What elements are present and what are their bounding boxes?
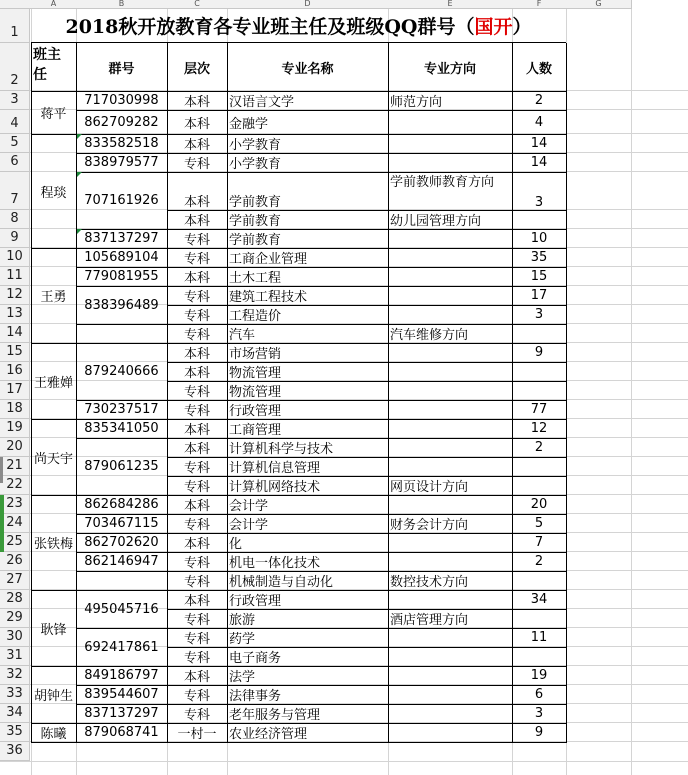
column-header-D[interactable]: D [227, 0, 389, 9]
count-cell[interactable]: 14 [512, 134, 567, 154]
direction-cell[interactable]: 汽车维修方向 [388, 324, 513, 344]
count-cell[interactable]: 3 [512, 172, 567, 211]
level-cell[interactable]: 专科 [167, 628, 228, 648]
group-number-cell[interactable]: 707161926 [76, 172, 168, 230]
level-cell[interactable]: 本科 [167, 267, 228, 287]
count-cell[interactable]: 12 [512, 419, 567, 439]
direction-cell[interactable] [388, 362, 513, 382]
level-cell[interactable]: 专科 [167, 381, 228, 401]
level-cell[interactable]: 专科 [167, 514, 228, 534]
major-cell[interactable]: 旅游 [227, 609, 389, 629]
count-cell[interactable]: 5 [512, 514, 567, 534]
direction-cell[interactable]: 师范方向 [388, 91, 513, 111]
row-header-9[interactable]: 9 [0, 229, 30, 248]
row-header-4[interactable]: 4 [0, 110, 30, 134]
count-cell[interactable]: 11 [512, 628, 567, 648]
major-cell[interactable]: 机械制造与自动化 [227, 571, 389, 591]
direction-cell[interactable] [388, 381, 513, 401]
group-number-cell[interactable]: 849186797 [76, 666, 168, 686]
level-cell[interactable]: 专科 [167, 704, 228, 724]
level-cell[interactable]: 专科 [167, 457, 228, 477]
gridline-horizontal [0, 761, 688, 762]
row-header-7[interactable]: 7 [0, 172, 30, 210]
group-number-cell[interactable]: 703467115 [76, 514, 168, 534]
row-header-26[interactable]: 26 [0, 552, 30, 571]
level-cell[interactable]: 专科 [167, 552, 228, 572]
group-number-cell[interactable]: 862709282 [76, 110, 168, 135]
direction-cell[interactable] [388, 438, 513, 458]
group-number-cell[interactable]: 837137297 [76, 229, 168, 249]
row-header-25[interactable]: 25 [0, 533, 30, 552]
level-cell[interactable]: 专科 [167, 476, 228, 496]
count-cell[interactable]: 6 [512, 685, 567, 705]
count-cell[interactable]: 9 [512, 723, 567, 743]
teacher-cell[interactable]: 张铁梅 [31, 495, 77, 591]
header-group[interactable]: 群号 [76, 43, 168, 92]
major-cell[interactable]: 行政管理 [227, 400, 389, 420]
comment-indicator-icon [77, 172, 82, 177]
row-header-23[interactable]: 23 [0, 495, 30, 514]
count-cell[interactable]: 14 [512, 153, 567, 173]
direction-cell[interactable]: 学前教师教育方向 [388, 172, 513, 211]
row-header-10[interactable]: 10 [0, 248, 30, 267]
major-cell[interactable]: 电子商务 [227, 647, 389, 667]
level-cell[interactable]: 本科 [167, 110, 228, 135]
count-cell[interactable]: 4 [512, 110, 567, 135]
group-number-cell[interactable]: 862702620 [76, 533, 168, 553]
major-cell[interactable]: 行政管理 [227, 590, 389, 610]
major-cell[interactable]: 计算机科学与技术 [227, 438, 389, 458]
level-cell[interactable]: 专科 [167, 609, 228, 629]
level-cell[interactable]: 本科 [167, 91, 228, 111]
select-all-corner[interactable] [0, 0, 32, 9]
major-cell[interactable]: 机电一体化技术 [227, 552, 389, 572]
direction-cell[interactable] [388, 552, 513, 572]
count-cell[interactable]: 35 [512, 248, 567, 268]
row-header-32[interactable]: 32 [0, 666, 30, 685]
level-cell[interactable]: 专科 [167, 305, 228, 325]
teacher-cell[interactable]: 尚天宇 [31, 419, 77, 496]
row-header-11[interactable]: 11 [0, 267, 30, 286]
row-header-31[interactable]: 31 [0, 647, 30, 666]
major-cell[interactable]: 法学 [227, 666, 389, 686]
major-cell[interactable]: 金融学 [227, 110, 389, 135]
title-accent: 国开 [474, 16, 513, 38]
direction-cell[interactable] [388, 723, 513, 743]
count-cell[interactable] [512, 457, 567, 477]
level-cell[interactable]: 专科 [167, 400, 228, 420]
row-header-5[interactable]: 5 [0, 134, 30, 153]
group-number-cell[interactable]: 838979577 [76, 153, 168, 173]
row-header-16[interactable]: 16 [0, 362, 30, 381]
major-cell[interactable]: 学前教育 [227, 172, 389, 211]
count-cell[interactable]: 2 [512, 552, 567, 572]
major-cell[interactable]: 物流管理 [227, 381, 389, 401]
group-number-cell[interactable]: 692417861 [76, 628, 168, 667]
row-header-2[interactable]: 2 [0, 43, 30, 91]
count-cell[interactable] [512, 647, 567, 667]
level-cell[interactable]: 专科 [167, 571, 228, 591]
group-number-cell[interactable]: 862684286 [76, 495, 168, 515]
level-cell[interactable]: 专科 [167, 324, 228, 344]
major-cell[interactable]: 汉语言文学 [227, 91, 389, 111]
major-cell[interactable]: 工商管理 [227, 419, 389, 439]
group-number-cell[interactable]: 717030998 [76, 91, 168, 111]
comment-indicator-icon [77, 229, 82, 234]
level-cell[interactable]: 本科 [167, 495, 228, 515]
teacher-cell[interactable]: 胡钟生 [31, 666, 77, 724]
major-cell[interactable]: 化 [227, 533, 389, 553]
row-header-8[interactable]: 8 [0, 210, 30, 229]
level-cell[interactable]: 本科 [167, 362, 228, 382]
teacher-cell[interactable]: 蒋平 [31, 91, 77, 135]
major-cell[interactable]: 土木工程 [227, 267, 389, 287]
group-number-cell[interactable]: 837137297 [76, 704, 168, 724]
count-cell[interactable]: 10 [512, 229, 567, 249]
scroll-handle[interactable] [0, 457, 3, 483]
column-header-F[interactable]: F [512, 0, 567, 9]
row-header-34[interactable]: 34 [0, 704, 30, 723]
row-header-30[interactable]: 30 [0, 628, 30, 647]
row-header-17[interactable]: 17 [0, 381, 30, 400]
group-number-cell[interactable] [76, 571, 168, 591]
count-cell[interactable]: 34 [512, 590, 567, 610]
count-cell[interactable]: 2 [512, 438, 567, 458]
level-cell[interactable]: 本科 [167, 666, 228, 686]
major-cell[interactable]: 计算机网络技术 [227, 476, 389, 496]
direction-cell[interactable] [388, 457, 513, 477]
direction-cell[interactable] [388, 647, 513, 667]
direction-cell[interactable] [388, 666, 513, 686]
teacher-cell[interactable]: 程琰 [31, 134, 77, 249]
direction-cell[interactable] [388, 267, 513, 287]
major-cell[interactable]: 学前教育 [227, 229, 389, 249]
direction-cell[interactable]: 幼儿园管理方向 [388, 210, 513, 230]
count-cell[interactable]: 3 [512, 305, 567, 325]
major-cell[interactable]: 农业经济管理 [227, 723, 389, 743]
major-cell[interactable]: 小学教育 [227, 134, 389, 154]
header-count[interactable]: 人数 [512, 43, 567, 92]
major-cell[interactable]: 会计学 [227, 495, 389, 515]
level-cell[interactable]: 本科 [167, 210, 228, 230]
group-number-cell[interactable]: 105689104 [76, 248, 168, 268]
level-cell[interactable]: 专科 [167, 248, 228, 268]
group-number-cell[interactable]: 833582518 [76, 134, 168, 154]
count-cell[interactable]: 2 [512, 91, 567, 111]
direction-cell[interactable] [388, 110, 513, 135]
count-cell[interactable]: 19 [512, 666, 567, 686]
count-cell[interactable]: 7 [512, 533, 567, 553]
level-cell[interactable]: 专科 [167, 229, 228, 249]
group-number-cell[interactable]: 879061235 [76, 438, 168, 496]
direction-cell[interactable]: 网页设计方向 [388, 476, 513, 496]
level-cell[interactable]: 专科 [167, 685, 228, 705]
level-cell[interactable]: 本科 [167, 438, 228, 458]
count-cell[interactable] [512, 362, 567, 382]
direction-cell[interactable] [388, 286, 513, 306]
major-cell[interactable]: 汽车 [227, 324, 389, 344]
level-cell[interactable]: 专科 [167, 647, 228, 667]
row-header-13[interactable]: 13 [0, 305, 30, 324]
group-number-cell[interactable]: 779081955 [76, 267, 168, 287]
direction-cell[interactable] [388, 134, 513, 154]
teacher-cell[interactable]: 王勇 [31, 248, 77, 344]
major-cell[interactable]: 小学教育 [227, 153, 389, 173]
teacher-cell[interactable]: 耿锋 [31, 590, 77, 667]
count-cell[interactable]: 9 [512, 343, 567, 363]
major-cell[interactable]: 会计学 [227, 514, 389, 534]
major-cell[interactable]: 法律事务 [227, 685, 389, 705]
direction-cell[interactable]: 数控技术方向 [388, 571, 513, 591]
teacher-cell[interactable]: 陈曦 [31, 723, 77, 743]
count-cell[interactable] [512, 324, 567, 344]
gridline-vertical [631, 0, 632, 775]
count-cell[interactable]: 3 [512, 704, 567, 724]
row-header-33[interactable]: 33 [0, 685, 30, 704]
row-header-18[interactable]: 18 [0, 400, 30, 419]
count-cell[interactable]: 17 [512, 286, 567, 306]
row-header-29[interactable]: 29 [0, 609, 30, 628]
count-cell[interactable]: 15 [512, 267, 567, 287]
count-cell[interactable]: 77 [512, 400, 567, 420]
direction-cell[interactable] [388, 704, 513, 724]
row-header-1[interactable]: 1 [0, 9, 30, 43]
direction-cell[interactable] [388, 590, 513, 610]
level-cell[interactable]: 本科 [167, 134, 228, 154]
row-selection-indicator [0, 495, 4, 552]
group-number-cell[interactable]: 838396489 [76, 286, 168, 325]
row-header-14[interactable]: 14 [0, 324, 30, 343]
major-cell[interactable]: 工程造价 [227, 305, 389, 325]
direction-cell[interactable] [388, 419, 513, 439]
column-header-A[interactable]: A [31, 0, 77, 9]
major-cell[interactable]: 市场营销 [227, 343, 389, 363]
level-cell[interactable]: 一村一 [167, 723, 228, 743]
direction-cell[interactable]: 财务会计方向 [388, 514, 513, 534]
direction-cell[interactable] [388, 400, 513, 420]
group-number-cell[interactable]: 879240666 [76, 343, 168, 401]
direction-cell[interactable]: 酒店管理方向 [388, 609, 513, 629]
sheet-title [31, 9, 566, 43]
group-number-cell[interactable]: 862146947 [76, 552, 168, 572]
comment-indicator-icon [77, 134, 82, 139]
row-header-36[interactable]: 36 [0, 742, 30, 761]
group-number-cell[interactable] [76, 324, 168, 344]
header-direction[interactable]: 专业方向 [388, 43, 513, 92]
direction-cell[interactable] [388, 685, 513, 705]
level-cell[interactable]: 专科 [167, 286, 228, 306]
row-header-20[interactable]: 20 [0, 438, 30, 457]
count-cell[interactable] [512, 571, 567, 591]
count-cell[interactable] [512, 210, 567, 230]
column-header-C[interactable]: C [167, 0, 228, 9]
major-cell[interactable]: 药学 [227, 628, 389, 648]
direction-cell[interactable] [388, 628, 513, 648]
row-header-28[interactable]: 28 [0, 590, 30, 609]
direction-cell[interactable] [388, 248, 513, 268]
group-number-cell[interactable]: 495045716 [76, 590, 168, 629]
title-text: 2018秋开放教育各专业班主任及班级QQ群号（ [65, 16, 475, 38]
level-cell[interactable]: 本科 [167, 343, 228, 363]
column-header-E[interactable]: E [388, 0, 513, 9]
direction-cell[interactable] [388, 305, 513, 325]
row-header-15[interactable]: 15 [0, 343, 30, 362]
level-cell[interactable]: 本科 [167, 172, 228, 211]
row-header-21[interactable]: 21 [0, 457, 30, 476]
count-cell[interactable] [512, 381, 567, 401]
header-major[interactable]: 专业名称 [227, 43, 389, 92]
row-header-27[interactable]: 27 [0, 571, 30, 590]
row-header-22[interactable]: 22 [0, 476, 30, 495]
row-header-24[interactable]: 24 [0, 514, 30, 533]
major-cell[interactable]: 建筑工程技术 [227, 286, 389, 306]
level-cell[interactable]: 本科 [167, 419, 228, 439]
row-header-19[interactable]: 19 [0, 419, 30, 438]
major-cell[interactable]: 物流管理 [227, 362, 389, 382]
column-header-G[interactable]: G [566, 0, 632, 9]
teacher-cell[interactable]: 王雅婵 [31, 343, 77, 420]
row-header-6[interactable]: 6 [0, 153, 30, 172]
direction-cell[interactable] [388, 153, 513, 173]
group-number-cell[interactable]: 879068741 [76, 723, 168, 743]
row-header-35[interactable]: 35 [0, 723, 30, 742]
count-cell[interactable] [512, 609, 567, 629]
level-cell[interactable]: 本科 [167, 533, 228, 553]
direction-cell[interactable] [388, 343, 513, 363]
column-header-B[interactable]: B [76, 0, 168, 9]
group-number-cell[interactable]: 835341050 [76, 419, 168, 439]
major-cell[interactable]: 老年服务与管理 [227, 704, 389, 724]
direction-cell[interactable] [388, 533, 513, 553]
direction-cell[interactable] [388, 229, 513, 249]
direction-cell[interactable] [388, 495, 513, 515]
row-header-3[interactable]: 3 [0, 91, 30, 110]
level-cell[interactable]: 本科 [167, 590, 228, 610]
level-cell[interactable]: 专科 [167, 153, 228, 173]
title-close: ） [512, 16, 532, 38]
group-number-cell[interactable]: 839544607 [76, 685, 168, 705]
major-cell[interactable]: 学前教育 [227, 210, 389, 230]
row-header-12[interactable]: 12 [0, 286, 30, 305]
major-cell[interactable]: 工商企业管理 [227, 248, 389, 268]
header-teacher[interactable]: 班主任 [31, 43, 77, 92]
group-number-cell[interactable]: 730237517 [76, 400, 168, 420]
header-level[interactable]: 层次 [167, 43, 228, 92]
count-cell[interactable]: 20 [512, 495, 567, 515]
major-cell[interactable]: 计算机信息管理 [227, 457, 389, 477]
count-cell[interactable] [512, 476, 567, 496]
